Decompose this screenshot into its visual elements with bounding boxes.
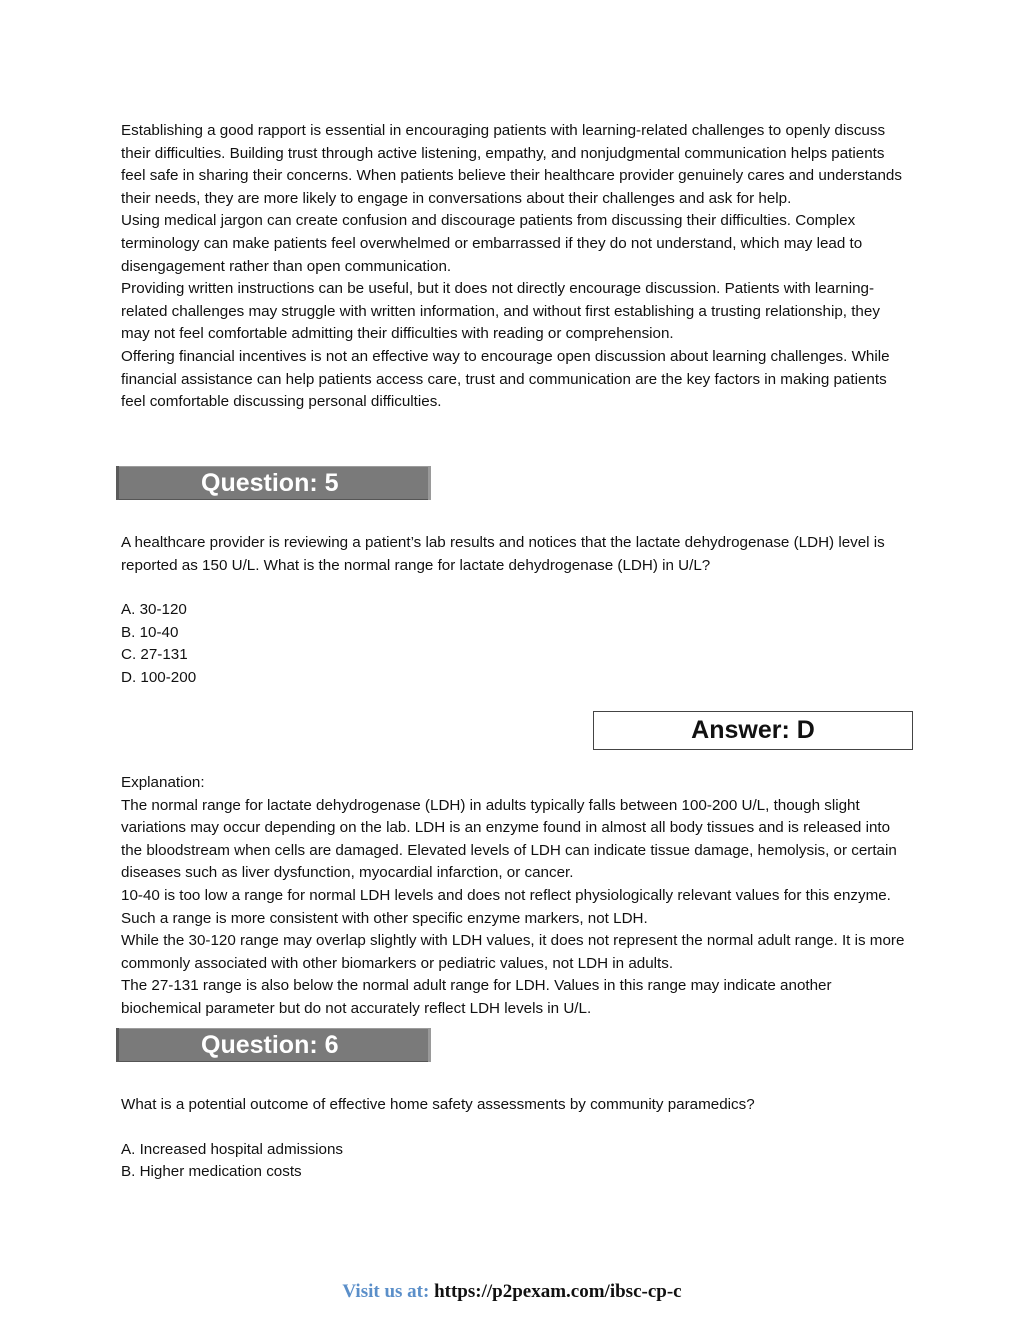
paragraph: While the 30-120 range may overlap slightly with LDH values, it does not represent the normal adult range. It is more commonly associated with other biomarkers or pediatric values, not LDH in adults. [121,932,905,972]
answer-label: Answer: D [691,716,815,744]
question-5-explanation [121,772,911,1021]
intro-explanation [121,120,906,414]
question-5-header [116,466,431,500]
question-6-header [116,1028,431,1062]
question-5-heading: Question: 5 [201,469,339,497]
option-a: A. Increased hospital admissions [121,1141,344,1158]
answer-box [593,711,913,750]
paragraph: The normal range for lactate dehydrogenase (LDH) in adults typically falls between 100-200 U/L, though slight variations may occur depending on the lab. LDH is an enzyme found in almost all body tissues and is released into the bloodstream when cells are damaged. Elevated levels of LDH can indicate tissue damage, hemolysis, or certain diseases such as liver dysfunction, myocardial infarction, or cancer. [121,796,897,882]
option-b: B. 10-40 [121,624,179,641]
paragraph: The 27-131 range is also below the normal adult range for LDH. Values in this range may indicate another biochemical parameter but do not accurately reflect LDH levels in U/L. [121,977,832,1017]
paragraph: Providing written instructions can be useful, but it does not directly encourage discussion. Patients with learning-related challenges may struggle with written information, and without first establishing a trusting relationship, they may not feel comfortable admitting their difficulties with reading or comprehension. [121,280,880,343]
option-a: A. 30-120 [121,601,187,618]
footer-url-link[interactable]: https://p2pexam.com/ibsc-cp-c [434,1281,682,1302]
option-c: C. 27-131 [121,646,188,663]
paragraph: Establishing a good rapport is essential in encouraging patients with learning-related challenges to openly discuss their difficulties. Building trust through active listening, empathy, and nonjudgmental communication helps patients feel safe in sharing their concerns. When patients believe their healthcare provider genuinely cares and understands their needs, they are more likely to engage in conversations about their challenges and ask for help. [121,122,902,207]
question-5-text [121,532,891,577]
paragraph: 10-40 is too low a range for normal LDH levels and does not reflect physiologically relevant values for this enzyme. Such a range is more consistent with other specific enzyme markers, not LDH. [121,886,891,927]
explanation-label: Explanation: [121,774,205,791]
paragraph: Using medical jargon can create confusion and discourage patients from discussing their difficulties. Complex terminology can make patients feel overwhelmed or embarrassed if they do not understand, which may lead to disengagement rather than open communication. [121,212,863,275]
question-text: A healthcare provider is reviewing a patient’s lab results and notices that the lactate dehydrogenase (LDH) level is reported as 150 U/L. What is the normal range for lactate dehydrogenase (LDH) in U/L? [121,534,885,574]
question-6-text: What is a potential outcome of effective home safety assessments by community paramedics? [121,1096,755,1113]
footer [0,1281,1024,1303]
paragraph: Offering financial incentives is not an effective way to encourage open discussion about learning challenges. While financial assistance can help patients access care, trust and communication are the key factors in making patients feel comfortable discussing personal difficulties. [121,347,890,411]
footer-lead: Visit us at: [342,1281,430,1302]
option-b: B. Higher medication costs [121,1163,302,1180]
question-6-heading: Question: 6 [201,1031,339,1059]
option-d: D. 100-200 [121,669,197,686]
